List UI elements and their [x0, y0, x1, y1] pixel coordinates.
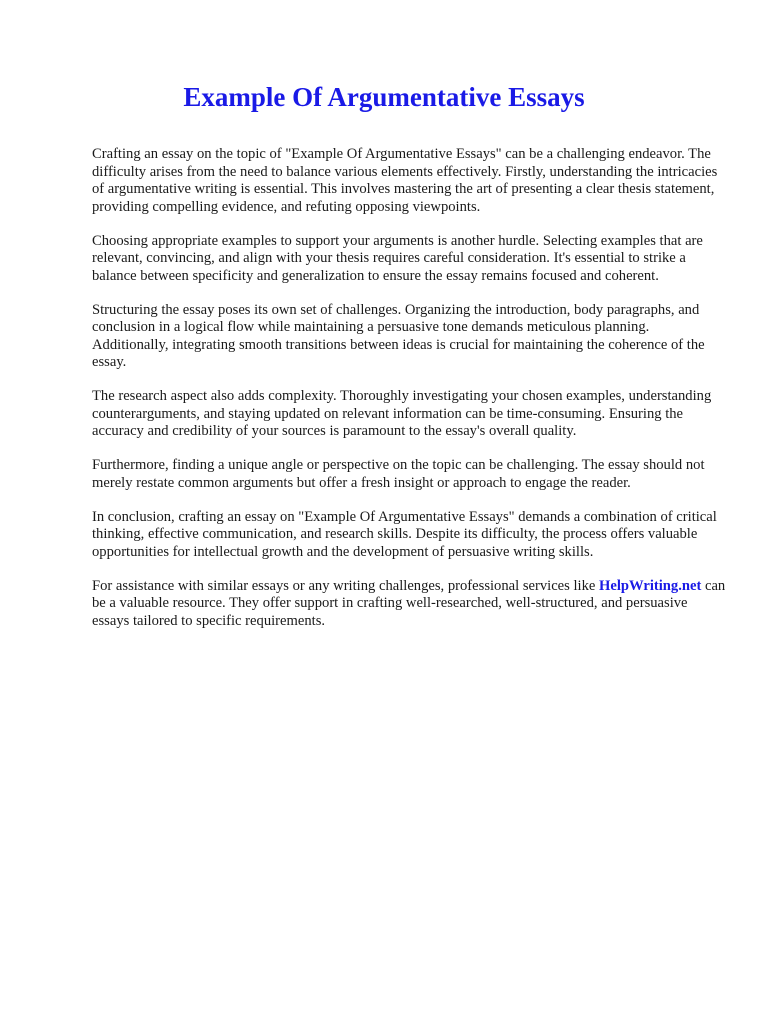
paragraph-examples: Choosing appropriate examples to support your arguments is another hurdle. Selecting examples that are relevant, convincing, and align with your thesis requires careful consideration. It's essential to strike a balance between specificity and generalization to ensure the essay remains focused and coherent.	[92, 232, 703, 284]
assistance-text-before: For assistance with similar essays or any writing challenges, professional services like	[92, 577, 600, 594]
paragraph-assistance	[92, 578, 728, 631]
page-title: Example Of Argumentative Essays	[183, 82, 585, 112]
paragraph-structure: Structuring the essay poses its own set of challenges. Organizing the introduction, body paragraphs, and conclusion in a logical flow while maintaining a persuasive tone demands meticulous planning. Additionally, integrating smooth transitions between ideas is crucial for maintaining the coherence of the essay.	[92, 301, 705, 370]
helpwriting-link[interactable]: HelpWriting.net	[599, 577, 702, 594]
assistance-text-after: can be a valuable resource. They offer support in crafting well-researched, well-structured, and persuasive essays tailored to specific requirements.	[92, 577, 726, 629]
paragraph-conclusion: In conclusion, crafting an essay on "Example Of Argumentative Essays" demands a combination of critical thinking, effective communication, and research skills. Despite its difficulty, the process offers valuable opportunities for intellectual growth and the development of persuasive writing skills.	[92, 508, 717, 560]
document-body	[92, 146, 728, 647]
paragraph-perspective: Furthermore, finding a unique angle or perspective on the topic can be challenging. The essay should not merely restate common arguments but offer a fresh insight or approach to engage the reader.	[92, 457, 705, 491]
paragraph-research: The research aspect also adds complexity. Thoroughly investigating your chosen examples, understanding counterarguments, and staying updated on relevant information can be time-consuming. Ensuring the accuracy and credibility of your sources is paramount to the essay's overall quality.	[92, 388, 712, 439]
paragraph-intro: Crafting an essay on the topic of "Example Of Argumentative Essays" can be a challenging endeavor. The difficulty arises from the need to balance various elements effectively. Firstly, understanding the intricacies of argumentative writing is essential. This involves mastering the art of presenting a clear thesis statement, providing compelling evidence, and refuting opposing viewpoints.	[92, 146, 718, 215]
